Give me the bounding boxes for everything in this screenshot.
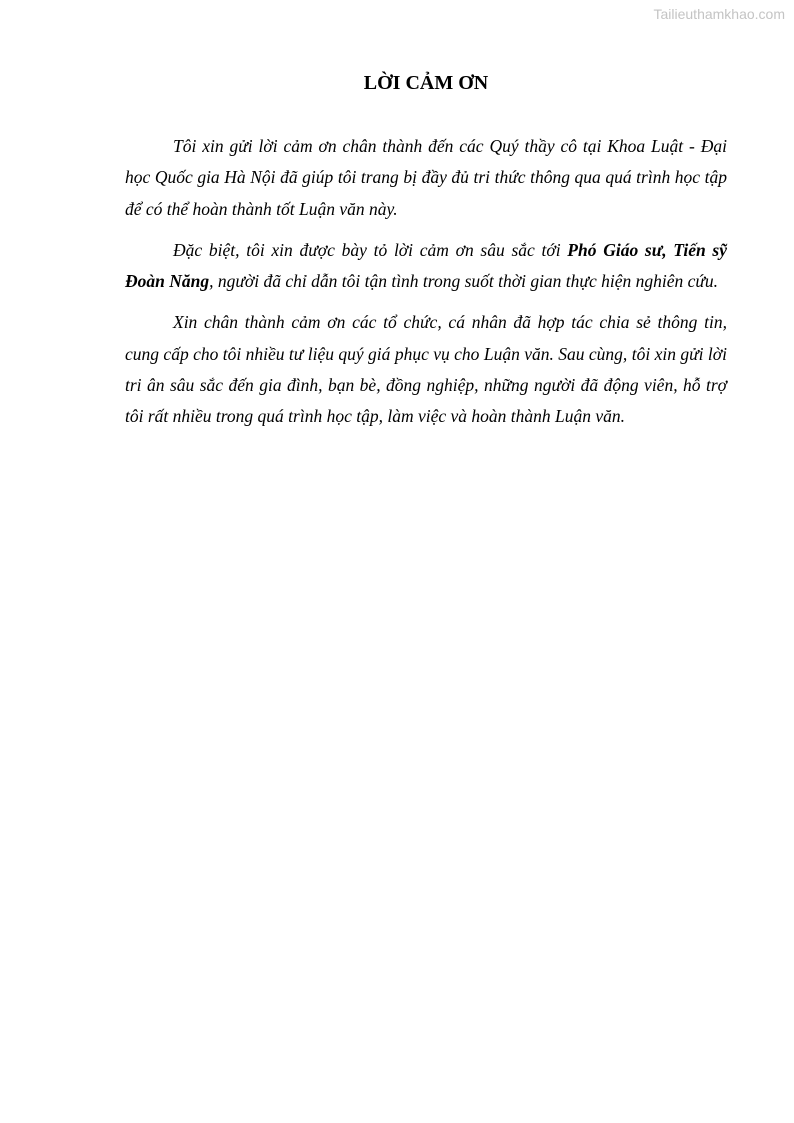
paragraph-1: Tôi xin gửi lời cảm ơn chân thành đến các Quý thầy cô tại Khoa Luật - Đại học Quốc gia Hà Nội đã giúp tôi trang bị đầy đủ tri thức thông qua quá trình học tập để có thể hoàn thành tốt Luận văn này. (125, 136, 727, 219)
paragraph-3: Xin chân thành cảm ơn các tổ chức, cá nhân đã hợp tác chia sẻ thông tin, cung cấp cho tôi nhiều tư liệu quý giá phục vụ cho Luận văn. Sau cùng, tôi xin gửi lời tri ân sâu sắc đến gia đình, bạn bè, đồng nghiệp, những người đã động viên, hỗ trợ tôi rất nhiều trong quá trình học tập, làm việc và hoàn thành Luận văn. (125, 312, 727, 427)
watermark-text: Tailieuthamkhao.com (653, 6, 785, 22)
page-title: LỜI CẢM ƠN (363, 72, 489, 94)
paragraph-2-text-before: Đặc biệt, tôi xin được bày tỏ lời cảm ơn sâu sắc tới (173, 239, 568, 260)
document-body (125, 131, 727, 443)
paragraph-2 (125, 235, 727, 298)
paragraph-2-text-after: , người đã chỉ dẫn tôi tận tình trong suốt thời gian thực hiện nghiên cứu. (209, 271, 719, 292)
advisor-name: Phó Giáo sư, Tiến sỹ Đoàn Năng (125, 239, 728, 292)
